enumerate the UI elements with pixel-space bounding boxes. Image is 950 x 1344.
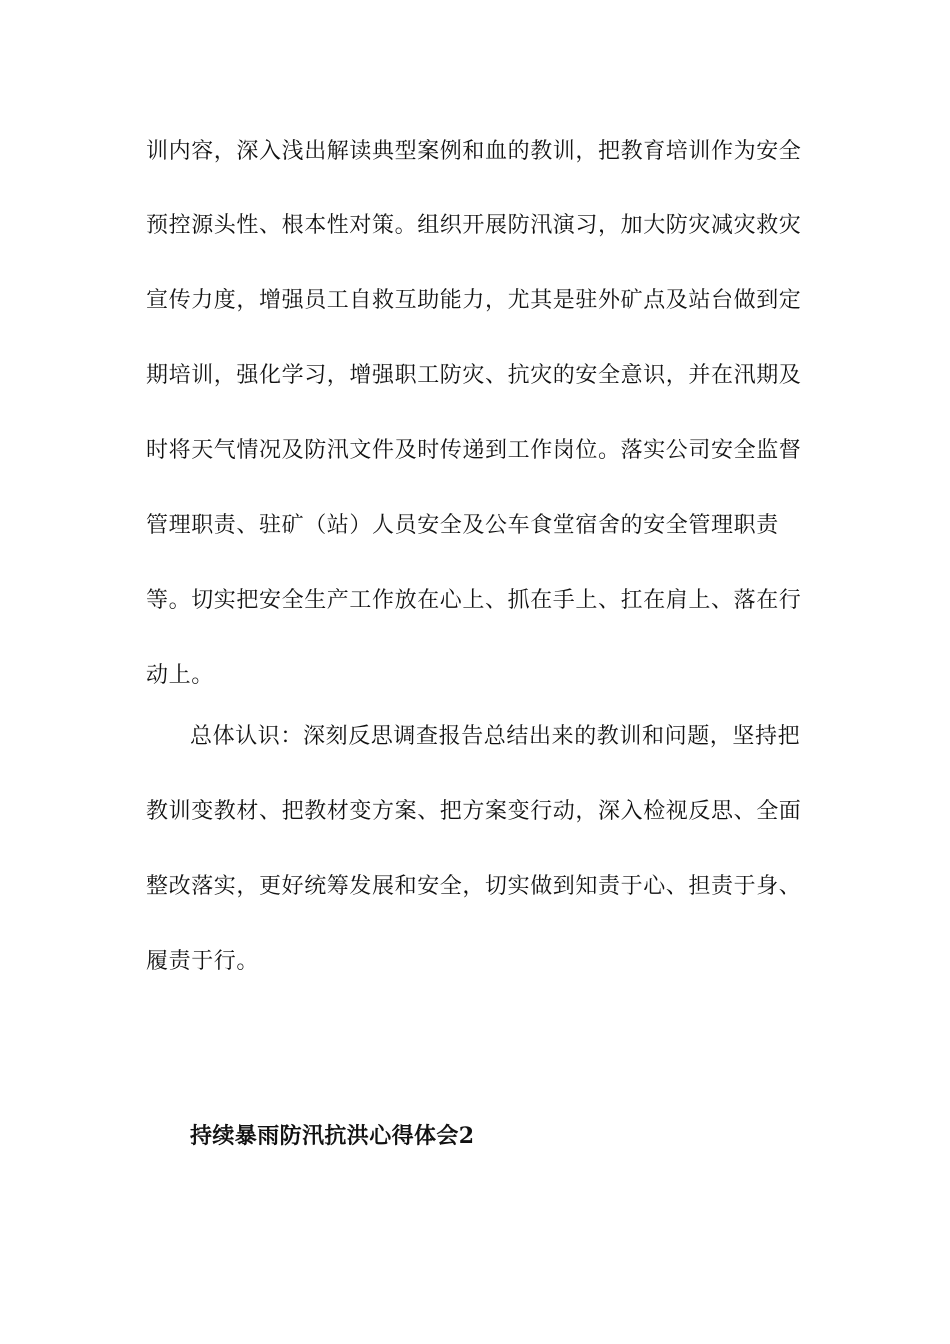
paragraph-line: 管理职责、驻矿（站）人员安全及公车食堂宿舍的安全管理职责 xyxy=(146,513,779,538)
paragraph-line: 总体认识：深刻反思调查报告总结出来的教训和问题，坚持把 xyxy=(190,724,801,749)
paragraph-line: 整改落实，更好统筹发展和安全，切实做到知责于心、担责于身、 xyxy=(146,874,802,899)
paragraph-line: 训内容，深入浅出解读典型案例和血的教训，把教育培训作为安全 xyxy=(146,139,802,164)
paragraph-line: 时将天气情况及防汛文件及时传递到工作岗位。落实公司安全监督 xyxy=(146,438,802,463)
paragraph-line: 等。切实把安全生产工作放在心上、抓在手上、扛在肩上、落在行 xyxy=(146,588,802,613)
paragraph-line: 预控源头性、根本性对策。组织开展防汛演习，加大防灾减灾救灾 xyxy=(146,213,802,238)
section-heading: 持续暴雨防汛抗洪心得体会2 xyxy=(190,1123,475,1149)
paragraph-line: 教训变教材、把教材变方案、把方案变行动，深入检视反思、全面 xyxy=(146,799,802,824)
paragraph-line: 期培训，强化学习，增强职工防灾、抗灾的安全意识，并在汛期及 xyxy=(146,363,802,388)
paragraph-line: 宣传力度，增强员工自救互助能力，尤其是驻外矿点及站台做到定 xyxy=(146,288,802,313)
paragraph-line: 履责于行。 xyxy=(146,949,260,974)
paragraph-line: 动上。 xyxy=(146,663,214,688)
